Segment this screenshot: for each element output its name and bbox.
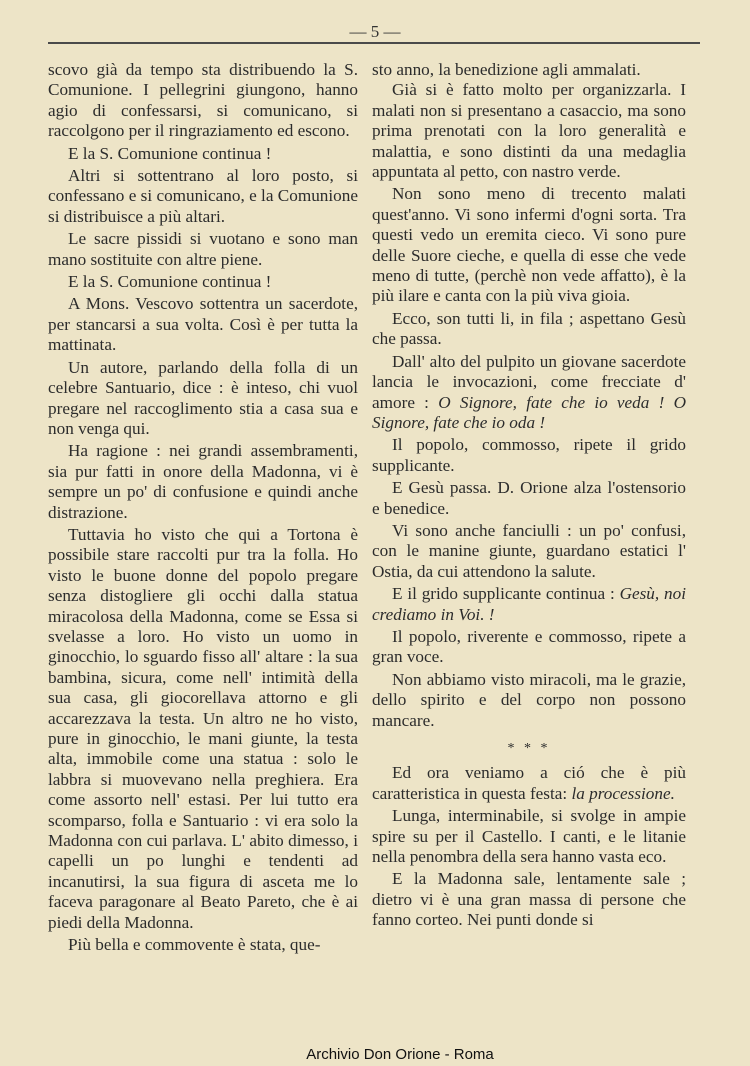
emphasis-italic: la processione.	[571, 783, 675, 803]
paragraph: Vi sono anche fanciulli : un po' confusi, con le manine giunte, guardano estatici l' Ostia, da cui attendono la salute.	[372, 520, 686, 581]
paragraph: E Gesù passa. D. Orione alza l'ostensorio e benedice.	[372, 478, 686, 518]
page-number: — 5 —	[349, 22, 401, 41]
paragraph: Non sono meno di trecento malati quest'anno. Vi sono infermi d'ogni sorta. Tra questi vedo un eremita cieco. Vi sono pure delle Suore cieche, e quella di esse che vede meno di tutte, (perchè non vede affatto), è la più ilare e canta con la più viva gioia.	[372, 184, 686, 306]
paragraph-text: Ed ora veniamo a ció che è più caratteristica in questa festa:	[372, 763, 686, 803]
paragraph: Ha ragione : nei grandi assembramenti, sia pur fatti in onore della Madonna, vi è sempre un po' di confusione e quindi anche distrazione.	[48, 441, 358, 522]
paragraph	[372, 584, 686, 625]
archive-footer: Archivio Don Orione - Roma	[306, 1046, 494, 1063]
paragraph: Altri si sottentrano al loro posto, si confessano e si comunicano, e la Comunione si distribuisce a più altari.	[48, 166, 358, 226]
paragraph: Tuttavia ho visto che qui a Tortona è possibile stare raccolti pur tra la folla. Ho visto le buone donne del popolo pregare senza distogliere gli occhi dalla statua miracolosa della Madonna, come se Essa si svelasse a loro. Ho visto un uomo in ginocchio, lo sguardo fisso all' altare : la sua bambina, sicura, come nell' intimità della sua casa, gli giocorellava attorno e gli accarezzava la testa. Un altro ne ho visto, pure in ginocchio, le mani giunte, la testa alta, immobile come una statua : solo le labbra si muovevano nella preghiera. Era come assorto nell' estasi. Per lui tutto era scomparso, folla e Santuario : vi era solo la Madonna con cui parlava. L' abito dimesso, i capelli un po lunghi e tendenti ad incanutirsi, la sua figura di asceta me lo faceva paragonare al Beato Pareto, che è ai piedi della Madonna.	[48, 524, 358, 932]
invocation-italic: Gesù, noi crediamo in Voi. !	[372, 584, 686, 624]
header-rule	[48, 42, 700, 44]
paragraph	[372, 352, 686, 434]
paragraph: Le sacre pissidi si vuotano e sono man mano sostituite con altre piene.	[48, 229, 358, 269]
paragraph: Più bella e commovente è stata, que-	[68, 935, 321, 955]
paragraph: E la S. Comunione continua !	[68, 272, 272, 292]
paragraph: E la S. Comunione continua !	[68, 143, 272, 163]
paragraph: scovo già da tempo sta distribuendo la S. Comunione. I pellegrini giungono, hanno agio di confessarsi, si comunicano, si raccolgono per il ringraziamento ed escono.	[48, 60, 358, 141]
right-column	[372, 60, 686, 931]
paragraph	[372, 763, 686, 804]
paragraph: Già si è fatto molto per organizzarla. I malati non si presentano a casaccio, ma sono prima prenotati con la loro generalità e malattia, e sono distinti da una medaglia appuntata al petto, con nastro verde.	[372, 80, 686, 182]
paragraph: Un autore, parlando della folla di un celebre Santuario, dice : è inteso, chi vuol pregare nel raccoglimento stia a casa sua e non venga qui.	[48, 357, 358, 438]
paragraph: Ecco, son tutti li, in fila ; aspettano Gesù che passa.	[372, 308, 686, 349]
paragraph: A Mons. Vescovo sottentra un sacerdote, per stancarsi a sua volta. Così è per tutta la mattinata.	[48, 294, 358, 355]
left-column	[48, 60, 358, 955]
section-separator: * * *	[507, 741, 551, 756]
paragraph: Lunga, interminabile, si svolge in ampie spire su per il Castello. I canti, e le litanie nella penombra della sera hanno vasta eco.	[372, 806, 686, 867]
invocation-italic: O Signore, fate che io veda ! O Signore, fate che io oda !	[372, 392, 686, 432]
paragraph: sto anno, la benedizione agli ammalati.	[372, 60, 641, 79]
paragraph: Il popolo, commosso, ripete il grido supplicante.	[372, 435, 686, 475]
paragraph: Non abbiamo visto miracoli, ma le grazie, dello spirito e del corpo non possono mancare.	[372, 669, 686, 730]
paragraph-text: E il grido supplicante continua :	[392, 584, 620, 604]
paragraph-text: Dall' alto del pulpito un giovane sacerdote lancia le invocazioni, come frecciate d' amore :	[372, 351, 686, 412]
paragraph: Il popolo, riverente e commosso, ripete a gran voce.	[372, 626, 686, 667]
paragraph: E la Madonna sale, lentamente sale ; dietro vi è una gran massa di persone che fanno corteo. Nei punti donde si	[372, 869, 686, 930]
